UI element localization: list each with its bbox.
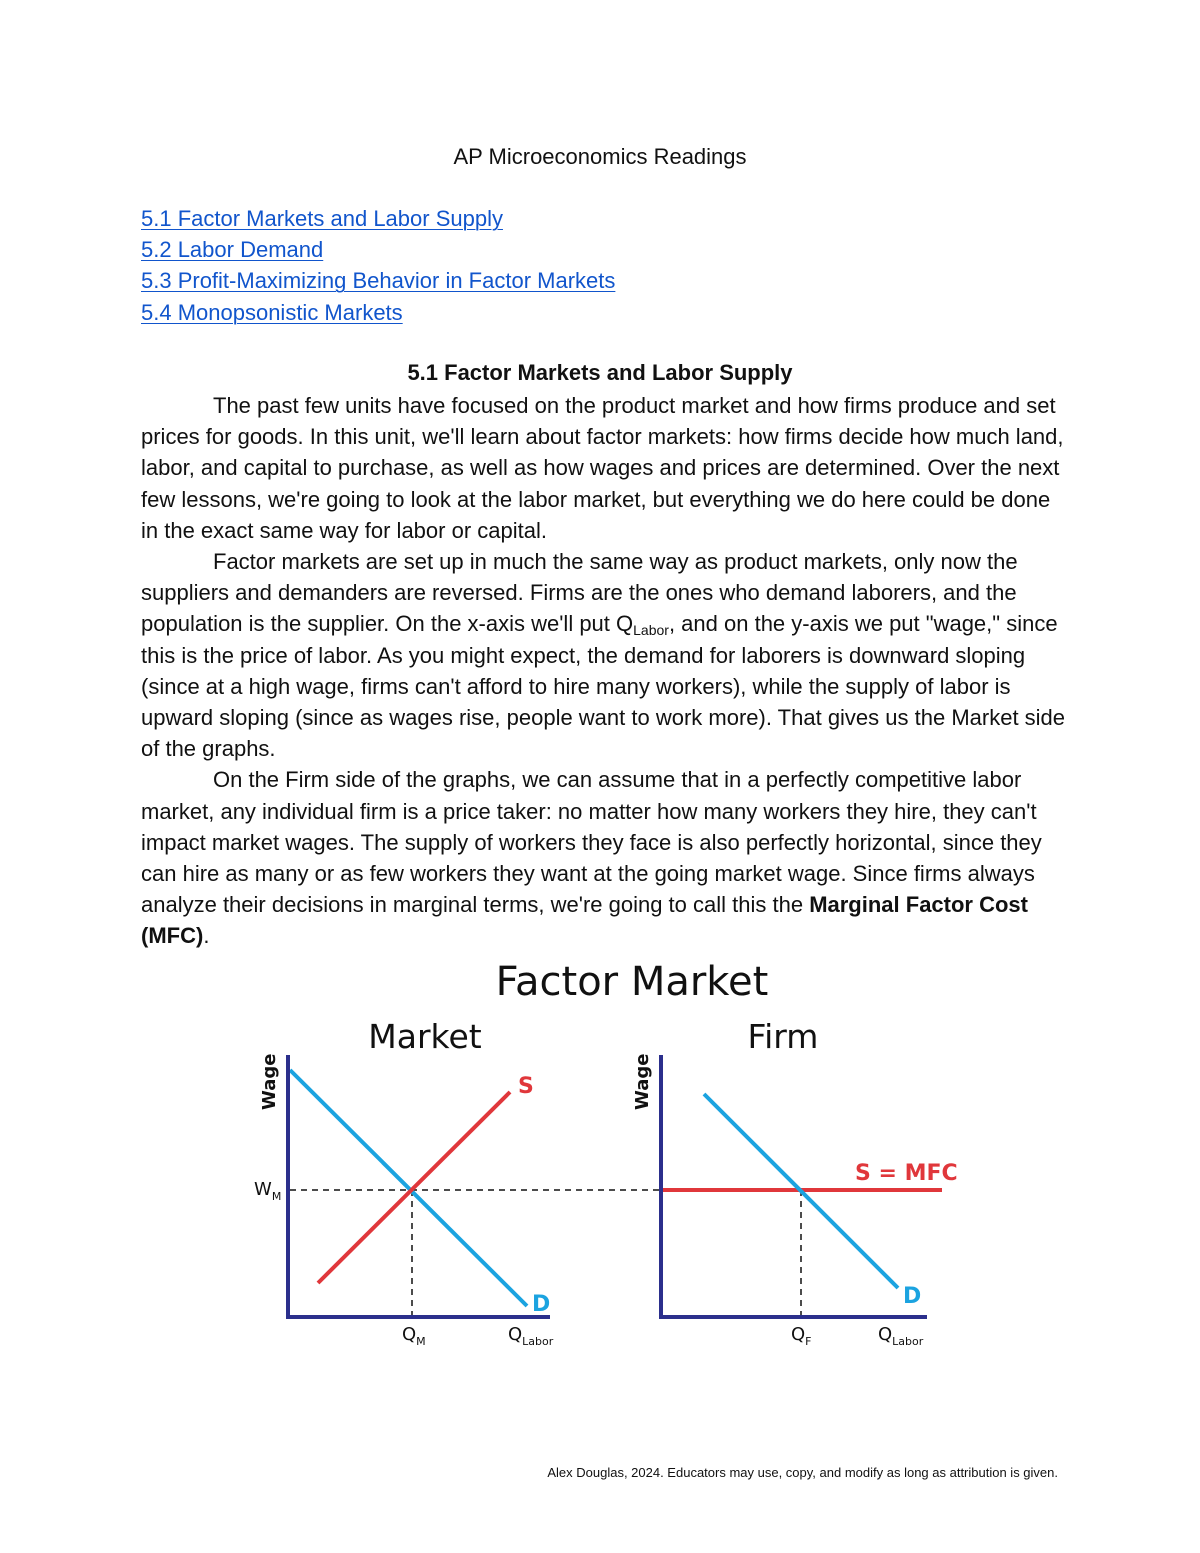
wage-w: W [254, 1179, 272, 1200]
paragraph-3 [141, 764, 1066, 951]
paragraph-1: The past few units have focused on the product market and how firms produce and set prices for goods. In this unit, we'll learn about factor markets: how firms decide how much land, labor, and capital to purchase, as well as how wages and prices are determined. Over the next few lessons, we're going to look at the labor market, but everything we do here could be done in the exact same way for labor or capital. [141, 393, 1064, 543]
firm-qty-label [791, 1324, 812, 1348]
firm-x-axis-label [878, 1324, 924, 1348]
market-wage-label [254, 1179, 281, 1203]
section-body [141, 390, 1066, 952]
firm-mfc-label: S = MFC [855, 1161, 958, 1186]
firm-panel-title: Firm [747, 1017, 819, 1056]
paragraph-3-text-a: On the Firm side of the graphs, we can assume that in a perfectly competitive labor market, any individual firm is a price taker: no matter how many workers they hire, they can't impact market wages. The supply of workers they face is also perfectly horizontal, since they can hire as many or as few workers they want at the going market wage. Since firms always analyze their decisions in marginal terms, we're going to call this the [141, 767, 1042, 918]
market-supply-curve [318, 1092, 510, 1283]
paragraph-2 [141, 546, 1066, 764]
qty-q: Q [402, 1324, 417, 1345]
market-x-axis-label [508, 1324, 554, 1348]
factor-market-diagram [230, 950, 960, 1360]
firm-wage-axis-label: Wage [632, 1053, 653, 1110]
paragraph-2-text-a: Factor markets are set up in much the same way as product markets, only now the suppliers and demanders are reversed. Firms are the ones who demand laborers, and the population is the supplier. On the x-axis we'll put Q [141, 549, 1018, 637]
attribution-footer: Alex Douglas, 2024. Educators may use, copy, and modify as long as attribution is given. [547, 1465, 1058, 1480]
market-demand-curve [290, 1070, 527, 1306]
market-qty-label [402, 1324, 426, 1348]
qty-subscript: M [416, 1335, 426, 1348]
firm-x-subscript: Labor [892, 1335, 924, 1348]
toc-link-5-4[interactable]: 5.4 Monopsonistic Markets [141, 299, 403, 325]
wage-subscript: M [271, 1190, 282, 1203]
paragraph-3-text-b: . [203, 923, 210, 949]
firm-qty-q: Q [791, 1324, 806, 1345]
market-wage-axis-label: Wage [259, 1053, 280, 1110]
toc-link-5-2[interactable]: 5.2 Labor Demand [141, 237, 324, 263]
paragraph-2-subscript: Labor [633, 622, 669, 639]
x-subscript: Labor [522, 1335, 554, 1348]
market-demand-label: D [532, 1292, 551, 1317]
toc-link-5-1[interactable]: 5.1 Factor Markets and Labor Supply [141, 206, 503, 231]
firm-x-q: Q [878, 1324, 893, 1345]
firm-demand-label: D [903, 1284, 922, 1309]
table-of-contents [141, 203, 1041, 328]
section-heading: 5.1 Factor Markets and Labor Supply [407, 360, 793, 385]
toc-link-5-3[interactable]: 5.3 Profit-Maximizing Behavior in Factor Markets [141, 268, 616, 294]
market-supply-label: S [518, 1074, 534, 1099]
firm-qty-subscript: F [805, 1335, 812, 1348]
market-panel-title: Market [368, 1017, 482, 1056]
mfc-term: Marginal Factor Cost (MFC) [141, 892, 1028, 949]
market-axes [288, 1055, 550, 1317]
paragraph-2-text-b: , and on the y-axis we put "wage," since this is the price of labor. As you might expect, the demand for laborers is downward sloping (since at a high wage, firms can't afford to hire many workers), while the supply of labor is upward sloping (since as wages rise, people want to work more). That gives us the Market side of the graphs. [141, 611, 1066, 762]
x-q: Q [508, 1324, 523, 1345]
document-title: AP Microeconomics Readings [453, 144, 747, 169]
diagram-title: Factor Market [495, 959, 769, 1005]
